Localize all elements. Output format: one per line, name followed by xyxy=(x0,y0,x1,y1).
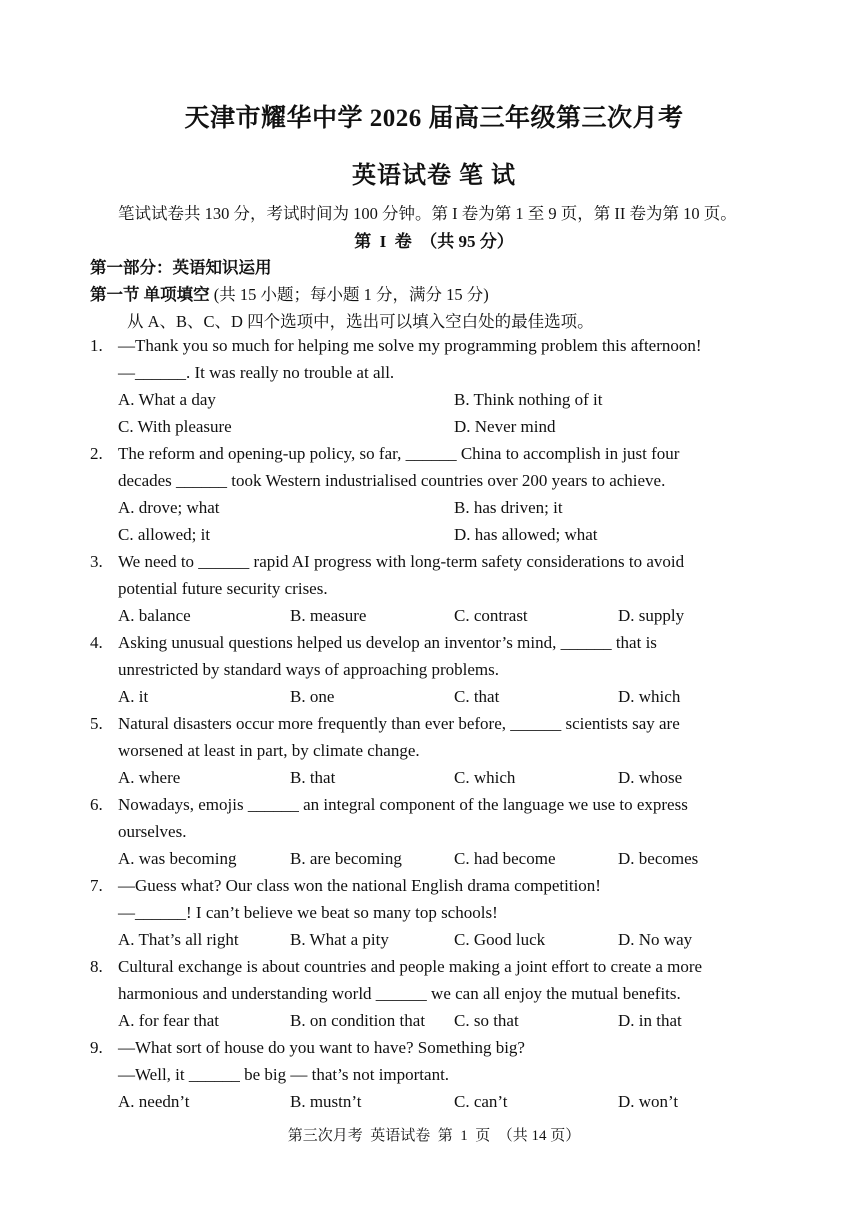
answer-option: A. for fear that xyxy=(118,1011,220,1030)
answer-option: C. that xyxy=(454,687,500,706)
section-title: 第一节 单项填空 xyxy=(90,285,210,304)
answer-option: D. No way xyxy=(618,930,693,949)
question-stem-line: Nowadays, emojis ______ an integral component of the language we use to express xyxy=(118,795,688,814)
question-number: 8. xyxy=(90,957,103,976)
answer-option: B. one xyxy=(290,687,335,706)
question-stem-line: unrestricted by standard ways of approaching problems. xyxy=(118,660,499,679)
answer-option: D. won’t xyxy=(618,1092,679,1111)
answer-option: D. becomes xyxy=(618,849,699,868)
answer-option: A. balance xyxy=(118,606,191,625)
question-stem-line: —______. It was really no trouble at all. xyxy=(118,363,395,382)
answer-option: A. That’s all right xyxy=(118,930,239,949)
answer-option: B. Think nothing of it xyxy=(454,390,603,409)
question-stem-line: Cultural exchange is about countries and people making a joint effort to create a more xyxy=(118,957,703,976)
question-stem-line: potential future security crises. xyxy=(118,579,328,598)
answer-option: B. has driven; it xyxy=(454,498,563,517)
page-footer: 第三次月考 英语试卷 第 1 页 （共 14 页） xyxy=(287,1128,581,1144)
question-stem-line: —Thank you so much for helping me solve my programming problem this afternoon! xyxy=(118,336,702,355)
answer-option: B. mustn’t xyxy=(290,1092,362,1111)
answer-option: D. supply xyxy=(618,606,685,625)
answer-option: B. measure xyxy=(290,606,367,625)
answer-option: C. can’t xyxy=(454,1092,508,1111)
answer-option: C. which xyxy=(454,768,516,787)
question-stem-line: —What sort of house do you want to have? Something big? xyxy=(118,1038,525,1057)
question-number: 2. xyxy=(90,444,103,463)
answer-option: A. where xyxy=(118,768,181,787)
answer-option: B. that xyxy=(290,768,336,787)
question-stem-line: ourselves. xyxy=(118,822,187,841)
question-stem-line: We need to ______ rapid AI progress with long-term safety considerations to avoid xyxy=(118,552,685,571)
answer-option: C. contrast xyxy=(454,606,528,625)
question-number: 3. xyxy=(90,552,103,571)
answer-option: D. which xyxy=(618,687,681,706)
question-number: 9. xyxy=(90,1038,103,1057)
answer-option: C. allowed; it xyxy=(118,525,211,544)
answer-option: A. drove; what xyxy=(118,498,220,517)
section-instruction: 从 A、B、C、D 四个选项中，选出可以填入空白处的最佳选项。 xyxy=(127,312,594,331)
answer-option: B. are becoming xyxy=(290,849,402,868)
question-stem-line: decades ______ took Western industrialised countries over 200 years to achieve. xyxy=(118,471,666,490)
question-stem-line: —Guess what? Our class won the national English drama competition! xyxy=(118,876,601,895)
exam-intro: 笔试试卷共 130 分，考试时间为 100 分钟。第 I 卷为第 1 至 9 页，第 II 卷为第 10 页。 xyxy=(118,204,737,223)
answer-option: A. it xyxy=(118,687,149,706)
question-number: 6. xyxy=(90,795,103,814)
question-number: 7. xyxy=(90,876,103,895)
exam-title: 天津市耀华中学 2026 届高三年级第三次月考 xyxy=(184,105,684,132)
answer-option: C. so that xyxy=(454,1011,519,1030)
question-stem-line: —______! I can’t believe we beat so many top schools! xyxy=(118,903,498,922)
question-stem-line: Natural disasters occur more frequently than ever before, ______ scientists say are xyxy=(118,714,680,733)
question-stem-line: worsened at least in part, by climate change. xyxy=(118,741,420,760)
section-heading xyxy=(90,281,489,305)
answer-option: A. needn’t xyxy=(118,1092,190,1111)
answer-option: D. Never mind xyxy=(454,417,556,436)
answer-option: A. What a day xyxy=(118,390,216,409)
answer-option: C. had become xyxy=(454,849,556,868)
question-stem-line: The reform and opening-up policy, so far, ______ China to accomplish in just four xyxy=(118,444,680,463)
part-heading: 第一部分：英语知识运用 xyxy=(90,258,272,277)
question-stem-line: —Well, it ______ be big — that’s not important. xyxy=(118,1065,450,1084)
section-detail: (共 15 小题；每小题 1 分，满分 15 分) xyxy=(209,285,489,304)
question-number: 4. xyxy=(90,633,103,652)
answer-option: A. was becoming xyxy=(118,849,237,868)
answer-option: D. has allowed; what xyxy=(454,525,598,544)
question-number: 5. xyxy=(90,714,103,733)
volume-heading: 第 I 卷 （共 95 分） xyxy=(354,232,514,251)
answer-option: C. Good luck xyxy=(454,930,546,949)
answer-option: B. What a pity xyxy=(290,930,389,949)
answer-option: B. on condition that xyxy=(290,1011,426,1030)
answer-option: D. in that xyxy=(618,1011,682,1030)
question-stem-line: harmonious and understanding world ______ we can all enjoy the mutual benefits. xyxy=(118,984,681,1003)
answer-option: D. whose xyxy=(618,768,683,787)
question-stem-line: Asking unusual questions helped us develop an inventor’s mind, ______ that is xyxy=(118,633,657,652)
answer-option: C. With pleasure xyxy=(118,417,232,436)
exam-subtitle: 英语试卷 笔 试 xyxy=(352,163,516,189)
question-number: 1. xyxy=(90,336,103,355)
